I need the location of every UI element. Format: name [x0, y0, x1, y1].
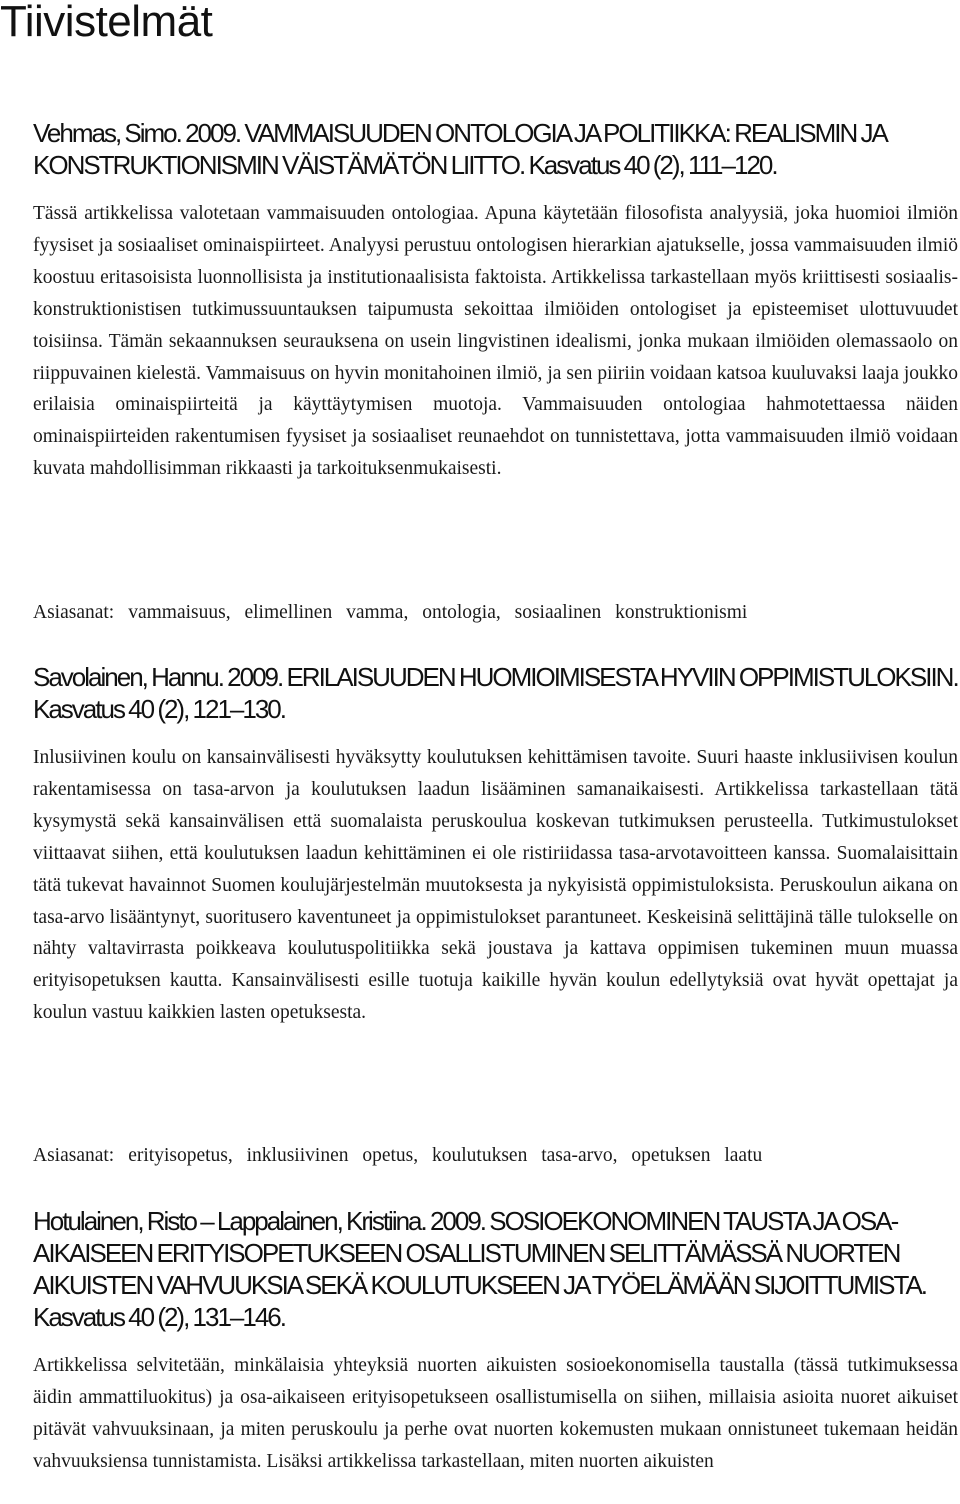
- keywords-label: Asiasanat:: [33, 1145, 115, 1166]
- keywords-line: [33, 1140, 960, 1172]
- abstract-heading: Hotulainen, Risto – Lappalainen, Kristiina. 2009. SOSIOEKONOMINEN TAUSTA JA OSA-AIKAISEEN ERITYISOPETUKSEEN OSALLISTUMINEN SELITTÄMÄSSÄ NUORTEN AIKUISTEN VAHVUUKSIA SEKÄ KOULUTUKSEEN JA TYÖELÄMÄÄN SIJOITTUMISTA. Kasvatus 40 (2), 131–146.: [33, 1206, 927, 1332]
- abstract-heading: Vehmas, Simo. 2009. VAMMAISUUDEN ONTOLOGIA JA POLITIIKKA: REALISMIN JA KONSTRUKTIONISMIN VÄISTÄMÄTÖN LIITTO. Kasvatus 40 (2), 111–120.: [33, 118, 886, 180]
- abstract-heading: Savolainen, Hannu. 2009. ERILAISUUDEN HUOMIOIMISESTA HYVIIN OPPIMISTULOKSIIN. Kasvatus 40 (2), 121–130.: [33, 662, 958, 724]
- keywords-label: Asiasanat:: [33, 602, 115, 623]
- abstract-body: Inlusiivinen koulu on kansainvälisesti hyväksytty koulutuksen kehittämisen tavoite. Suuri haaste inklusiivisen koulun rakentamisessa on tasa-arvon ja koulutuksen laadun lisääminen samanaikaisesti. Artikkelissa tarkastellaan tätä kysymystä sekä kansainvälisen että suomalaista peruskoulua koskevan tutkimuksen perusteella. Tutkimustulokset viittaavat siihen, että koulutuksen laadun kehittäminen ei ole ristiriidassa tasa-arvotavoitteen kanssa. Suomalaisittain tätä tukevat havainnot Suomen koulujärjestelmän muutoksesta ja nykyisistä oppimistuloksista. Peruskoulun aikana on tasa-arvo lisääntynyt, suoritusero kaventuneet ja oppimistulokset parantuneet. Keskeisinä selittäjinä tälle tulokselle on nähty valtavirrasta poikkeava koulutuspolitiikka sekä joustava ja kattava oppimisen tukeminen muun muassa erityisopetuksen kautta. Kansainvälisesti esille tuotuja kaikille hyvän koulun edellytyksiä ovat hyvät opettajat ja koulun vastuu kaikkien lasten opetuksesta.: [33, 747, 958, 1024]
- abstract-body: Tässä artikkelissa valotetaan vammaisuuden ontologiaa. Apuna käytetään filosofista analyysiä, joka huomioi ilmiön fyysiset ja sosiaaliset ominaispiirteet. Analyysi perustuu ontologisen hierarkian ajatukselle, jossa vammaisuuden ilmiö koostuu eritasoisista luonnollisista ja institutionaalisista faktoista. Artikkelissa tarkastellaan myös kriittisesti sosiaalis-konstruktionistisen tutkimussuuntauksen taipumusta sekoittaa ilmiöiden ontologiset ja episteemiset ulottuvuudet toisiinsa. Tämän sekaannuksen seurauksena on usein lingvistinen idealismi, jonka mukaan ilmiöiden olemassaolo on riippuvainen kielestä. Vammaisuus on hyvin monitahoinen ilmiö, ja sen piiriin voidaan katsoa kuuluvaksi laaja joukko erilaisia ominaispiirteitä ja käyttäytymisen muotoja. Vammaisuuden ontologiaa hahmotettaessa näiden ominaispiirteiden rakentumisen fyysiset ja sosiaaliset reunaehdot on tunnistettava, jotta vammaisuuden ilmiö voidaan kuvata mahdollisimman rikkaasti ja tarkoituksenmukaisesti.: [33, 203, 958, 480]
- abstract-body: Artikkelissa selvitetään, minkälaisia yhteyksiä nuorten aikuisten sosioekonomisella taustalla (tässä tutkimuksessa äidin ammattiluokitus) ja osa-aikaiseen erityisopetukseen osallistumisella on siihen, millaisia asioita nuoret aikuiset pitävät vahvuuksinaan, ja miten peruskoulu ja perhe ovat nuorten kokemusten mukaan onnistuneet tukemaan heidän vahvuuksiensa tunnistamista. Lisäksi artikkelissa tarkastellaan, miten nuorten aikuisten: [33, 1355, 958, 1472]
- keywords-value: vammaisuus, elimellinen vamma, ontologia, sosiaalinen konstruktionismi: [128, 602, 748, 623]
- keywords-value: erityisopetus, inklusiivinen opetus, koulutuksen tasa-arvo, opetuksen laatu: [128, 1145, 763, 1166]
- page-title: Tiivistelmät: [0, 0, 213, 46]
- keywords-line: [33, 597, 960, 629]
